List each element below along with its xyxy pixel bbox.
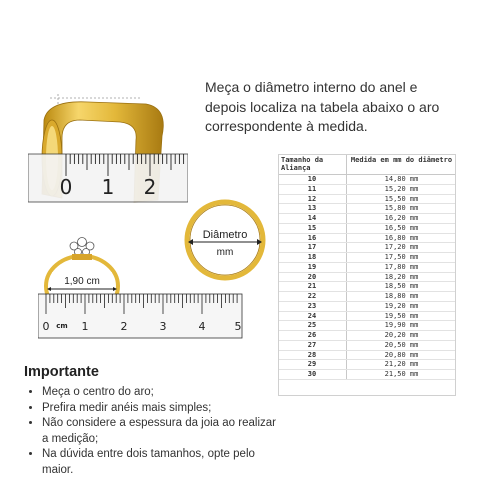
size-table	[278, 154, 456, 380]
row-measure: 19,90 mm	[347, 321, 457, 331]
table-row	[278, 331, 456, 341]
row-measure: 17,50 mm	[347, 253, 457, 263]
row-measure: 19,50 mm	[347, 311, 457, 321]
row-measure: 17,80 mm	[347, 262, 457, 272]
row-size: 27	[278, 340, 347, 350]
ring-ruler-number: 1	[81, 320, 89, 333]
table-row	[278, 292, 456, 302]
band-ruler-number: 0	[59, 175, 73, 199]
row-measure: 20,80 mm	[347, 350, 457, 360]
ring-measure-label: 1,90 cm	[64, 276, 100, 287]
ring-ruler-number: 4	[198, 320, 206, 333]
row-measure: 18,80 mm	[347, 292, 457, 302]
row-measure: 16,50 mm	[347, 223, 457, 233]
tip-item: • Prefira medir anéis mais simples;	[42, 401, 282, 417]
row-measure: 15,80 mm	[347, 204, 457, 214]
table-row	[278, 233, 456, 243]
ring-ruler-number: 5	[234, 320, 242, 333]
row-size: 23	[278, 301, 347, 311]
header-measure: Medida em mm do diâmetro	[347, 154, 457, 175]
table-row	[278, 175, 456, 185]
diameter-label: Diâmetro	[202, 229, 248, 241]
row-measure: 21,50 mm	[347, 370, 457, 380]
row-measure: 18,20 mm	[347, 272, 457, 282]
row-size: 11	[278, 184, 347, 194]
row-size: 14	[278, 214, 347, 224]
row-size: 25	[278, 321, 347, 331]
table-row	[278, 184, 456, 194]
band-ruler-illustration	[28, 90, 188, 210]
row-size: 16	[278, 233, 347, 243]
table-header-row	[278, 154, 456, 175]
row-size: 29	[278, 360, 347, 370]
table-row	[278, 321, 456, 331]
tip-item: • Na dúvida entre dois tamanhos, opte pelo maior.	[42, 447, 282, 478]
table-row	[278, 214, 456, 224]
table-row	[278, 223, 456, 233]
row-measure: 14,80 mm	[347, 175, 457, 185]
row-size: 20	[278, 272, 347, 282]
important-title: Importante	[24, 364, 99, 380]
row-measure: 20,50 mm	[347, 340, 457, 350]
row-measure: 18,50 mm	[347, 282, 457, 292]
row-size: 21	[278, 282, 347, 292]
row-size: 18	[278, 253, 347, 263]
diamond-icon	[70, 238, 94, 261]
tip-item: • Não considere a espessura da joia ao realizar a medição;	[42, 416, 282, 447]
ring-ruler-number: 0	[42, 320, 50, 333]
ring-ruler-number: 3	[159, 320, 167, 333]
row-size: 26	[278, 331, 347, 341]
row-size: 12	[278, 194, 347, 204]
table-row	[278, 311, 456, 321]
tip-item: • Meça o centro do aro;	[42, 385, 282, 401]
row-measure: 15,20 mm	[347, 184, 457, 194]
row-measure: 17,20 mm	[347, 243, 457, 253]
row-size: 22	[278, 292, 347, 302]
table-row	[278, 253, 456, 263]
table-row	[278, 272, 456, 282]
table-row	[278, 360, 456, 370]
diameter-unit: mm	[216, 247, 234, 258]
ring-ruler-illustration	[38, 232, 248, 342]
row-size: 15	[278, 223, 347, 233]
table-row	[278, 340, 456, 350]
row-measure: 16,20 mm	[347, 214, 457, 224]
tips-list	[24, 385, 282, 478]
row-measure: 19,20 mm	[347, 301, 457, 311]
table-row	[278, 301, 456, 311]
band-ruler-number: 1	[101, 175, 115, 199]
intro-text: Meça o diâmetro interno do anel e depois localiza na tabela abaixo o aro correspondente à medida.	[205, 79, 440, 134]
row-measure: 20,20 mm	[347, 331, 457, 341]
row-size: 19	[278, 262, 347, 272]
row-size: 13	[278, 204, 347, 214]
table-row	[278, 204, 456, 214]
table-row	[278, 370, 456, 380]
table-row	[278, 282, 456, 292]
row-size: 10	[278, 175, 347, 185]
row-size: 17	[278, 243, 347, 253]
table-row	[278, 194, 456, 204]
row-measure: 15,50 mm	[347, 194, 457, 204]
row-measure: 16,80 mm	[347, 233, 457, 243]
row-measure: 21,20 mm	[347, 360, 457, 370]
ring-ruler-number: 2	[120, 320, 128, 333]
table-row	[278, 243, 456, 253]
row-size: 30	[278, 370, 347, 380]
row-size: 28	[278, 350, 347, 360]
table-row	[278, 350, 456, 360]
header-size: Tamanho da Aliança	[278, 154, 347, 175]
band-ruler-number: 2	[143, 175, 157, 199]
table-row	[278, 262, 456, 272]
ring-ruler-unit: cm	[56, 322, 68, 330]
row-size: 24	[278, 311, 347, 321]
